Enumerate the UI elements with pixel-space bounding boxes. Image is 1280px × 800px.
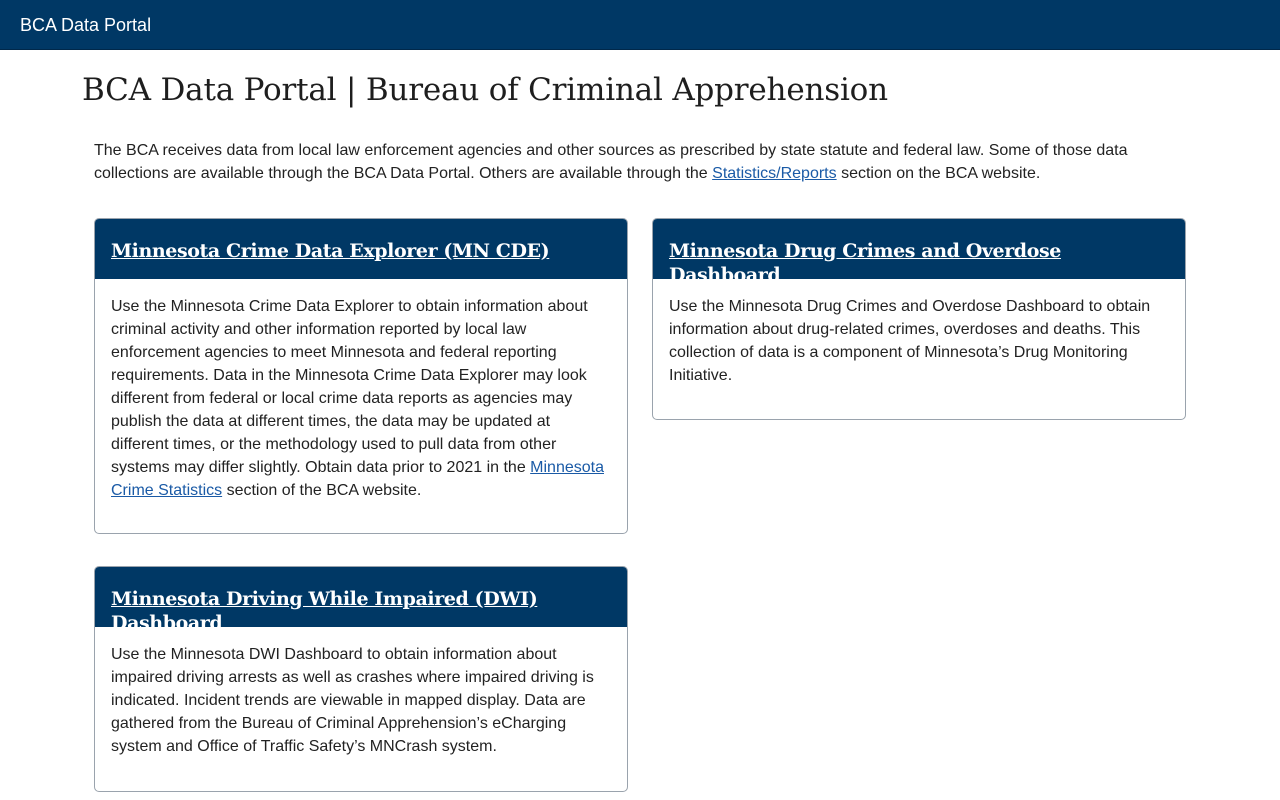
page-title: BCA Data Portal | Bureau of Criminal Apprehension — [82, 72, 888, 108]
card-description: Use the Minnesota DWI Dashboard to obtain information about impaired driving arrests as well as crashes where impaired driving is indicated. Incident trends are viewable in mapped display. Data are gathered from the Bureau of Criminal Apprehension’s eCharging system and Office of Traffic Safety’s MNCrash system. — [111, 646, 594, 755]
crime-data-explorer-link[interactable]: Minnesota Crime Data Explorer (MN CDE) — [111, 240, 550, 262]
minnesota-crime-statistics-link[interactable]: Minnesota Crime Statistics — [111, 459, 604, 499]
card-header — [653, 219, 1185, 286]
card-description-text-end: section of the BCA website. — [222, 482, 422, 499]
brand-link[interactable]: BCA Data Portal — [20, 15, 152, 35]
intro-paragraph — [94, 139, 1194, 185]
card-body — [95, 279, 627, 502]
card-header — [95, 219, 627, 279]
intro-text: The BCA receives data from local law enforcement agencies and other sources as prescribed by state statute and federal law. Some of those data collections are available through the BCA Data Portal. Others are available through the — [94, 142, 1128, 182]
card-body — [653, 279, 1185, 387]
card-description — [111, 295, 611, 502]
intro-text-end: section on the BCA website. — [836, 165, 1041, 182]
drug-crimes-dashboard-link[interactable]: Minnesota Drug Crimes and Overdose Dashboard — [669, 240, 1061, 286]
card-dwi-dashboard — [94, 566, 628, 792]
card-drug-crimes-dashboard — [652, 218, 1186, 420]
card-crime-data-explorer — [94, 218, 628, 534]
card-body — [95, 627, 627, 758]
top-navbar — [0, 0, 1280, 50]
card-title — [111, 239, 611, 263]
card-description: Use the Minnesota Drug Crimes and Overdose Dashboard to obtain information about drug-related crimes, overdoses and deaths. This collection of data is a component of Minnesota’s Drug Monitoring Initiative. — [669, 298, 1151, 384]
statistics-reports-link[interactable]: Statistics/Reports — [712, 165, 837, 182]
card-description-text: Use the Minnesota Crime Data Explorer to obtain information about criminal activity and other information reported by local law enforcement agencies to meet Minnesota and federal reporting requirements. Data in the Minnesota Crime Data Explorer may look different from federal or local crime data reports as agencies may publish the data at different times, the data may be updated at different times, or the methodology used to pull data from other systems may differ slightly. Obtain data prior to 2021 in the — [111, 298, 588, 476]
card-header — [95, 567, 627, 634]
dwi-dashboard-link[interactable]: Minnesota Driving While Impaired (DWI) Dashboard — [111, 588, 538, 634]
